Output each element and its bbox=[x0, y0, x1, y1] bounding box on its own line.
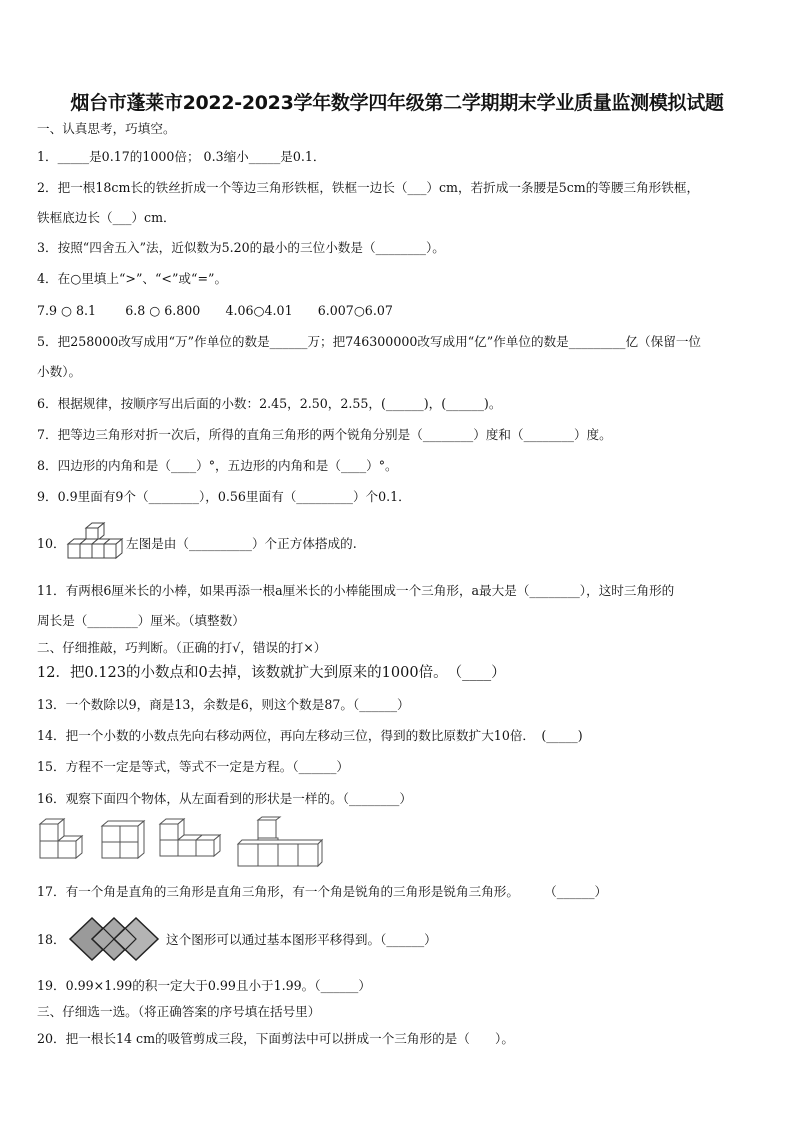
question-20: 20．把一根长14 cm的吸管剪成三段，下面剪法中可以拼成一个三角形的是（ ）。 bbox=[37, 1031, 514, 1046]
question-15: 15．方程不一定是等式，等式不一定是方程。（______） bbox=[37, 759, 349, 774]
question-1: 1．_____是0.17的1000倍； 0.3缩小_____是0.1． bbox=[37, 149, 326, 164]
question-5-line-1: 5．把258000改写成用“万”作单位的数是______万；把746300000改写成用“亿”作单位的数是_________亿（保留一位 bbox=[37, 334, 702, 349]
cube-stack-figure bbox=[64, 522, 126, 562]
question-14: 14．把一个小数的小数点先向右移动两位，再向左移动三位，得到的数比原数扩大10倍． (_____) bbox=[37, 728, 583, 743]
question-12: 12．把0.123的小数点和0去掉，该数就扩大到原来的1000倍。 （____） bbox=[37, 665, 506, 681]
question-3: 3．按照“四舍五入”法，近似数为5.20的最小的三位小数是（________）。 bbox=[37, 240, 445, 255]
question-13: 13．一个数除以9，商是13，余数是6，则这个数是87。（______） bbox=[37, 697, 410, 712]
question-18-text: 这个图形可以通过基本图形平移得到。（______） bbox=[166, 932, 437, 947]
rhombus-pattern-figure bbox=[68, 916, 164, 962]
question-2-line-2: 铁框底边长（___）cm． bbox=[37, 210, 176, 225]
question-19: 19．0.99×1.99的积一定大于0.99且小于1.99。（______） bbox=[37, 978, 371, 993]
question-8: 8．四边形的内角和是（____）°，五边形的内角和是（____）°。 bbox=[37, 458, 398, 473]
question-17: 17．有一个角是直角的三角形是直角三角形，有一个角是锐角的三角形是锐角三角形。 （______） bbox=[37, 884, 608, 899]
question-10-number: 10． bbox=[37, 536, 66, 551]
question-10-text: 左图是由（__________）个正方体搭成的. bbox=[126, 536, 357, 551]
section-heading-3: 三、仔细选一选。（将正确答案的序号填在括号里） bbox=[37, 1004, 321, 1019]
question-5-line-2: 小数）。 bbox=[37, 364, 82, 379]
page-title: 烟台市蓬莱市2022-2023学年数学四年级第二学期期末学业质量监测模拟试题 bbox=[70, 92, 724, 114]
question-11-line-1: 11．有两根6厘米长的小棒，如果再添一根a厘米长的小棒能围成一个三角形，a最大是（________），这时三角形的 bbox=[37, 583, 675, 598]
question-2-line-1: 2．把一根18cm长的铁丝折成一个等边三角形铁框，铁框一边长（___）cm，若折成一条腰是5cm的等腰三角形铁框， bbox=[37, 180, 700, 195]
four-objects-figure bbox=[38, 816, 328, 872]
question-9: 9．0.9里面有9个（________），0.56里面有（_________）个0.1． bbox=[37, 489, 411, 504]
question-11-line-2: 周长是（________）厘米。（填整数） bbox=[37, 613, 245, 628]
section-heading-2: 二、仔细推敲，巧判断。（正确的打√，错误的打×） bbox=[37, 640, 327, 655]
question-7: 7．把等边三角形对折一次后，所得的直角三角形的两个锐角分别是（________）度和（________）度。 bbox=[37, 427, 612, 442]
question-4: 4．在○里填上“>”、“<”或“=”。 bbox=[37, 271, 228, 286]
question-6: 6．根据规律，按顺序写出后面的小数：2.45，2.50，2.55，(______)，(______)。 bbox=[37, 396, 502, 411]
question-16: 16．观察下面四个物体，从左面看到的形状是一样的。（________） bbox=[37, 791, 412, 806]
section-heading-1: 一、认真思考，巧填空。 bbox=[37, 121, 176, 136]
question-18-number: 18． bbox=[37, 932, 66, 947]
question-4-items: 7.9 ○ 8.1 6.8 ○ 6.800 4.06○4.01 6.007○6.07 bbox=[37, 303, 393, 318]
